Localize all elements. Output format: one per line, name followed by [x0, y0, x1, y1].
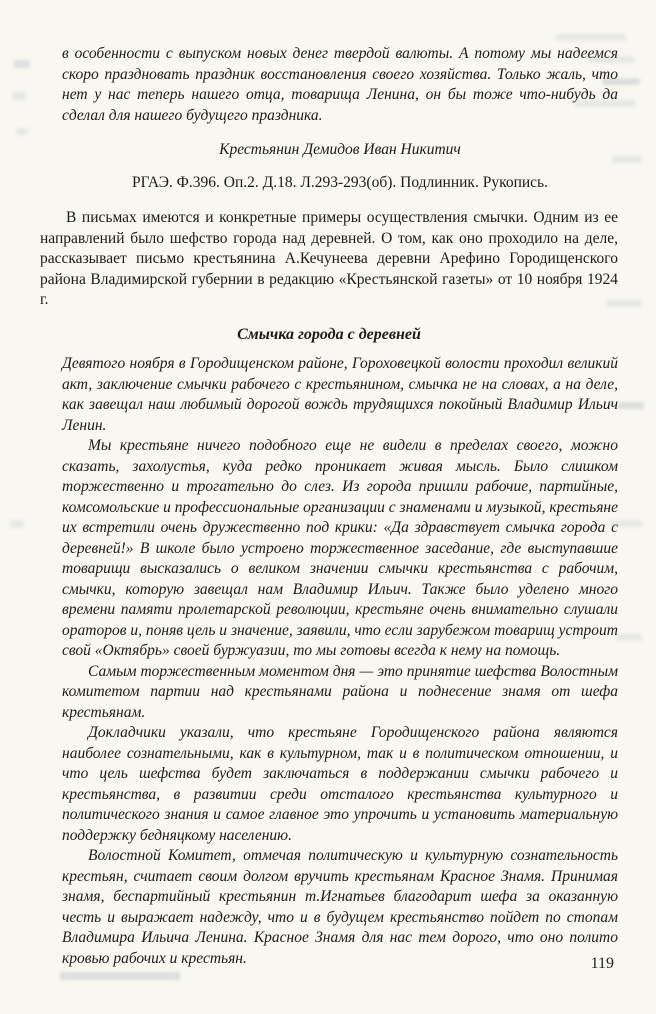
scan-artifact: [12, 92, 26, 100]
quoted-letter-block: [62, 44, 618, 193]
letter-signature: Крестьянин Демидов Иван Никитич: [219, 141, 461, 158]
letter-paragraph: Мы крестьяне ничего подобного еще не видели в пределах своего, можно сказать, захолустья, куда редко проникает живая мысль. Было слишком торжественно и трогательно до слез. Из города пришли рабочие, партийные, комсомольские и профессиональные организации с знаменами и музыкой, крестьяне их встретили очень дружественно под крики: «Да здравствует смычка города с деревней!» В школе было устроено торжественное заседание, где выступавшие товарищи высказались о великом значении смычки крестьянства с рабочим, смычки, которую завещал нам Владимир Ильич. Также было уделено много времени памяти пролетарской революции, крестьяне очень внимательно слушали ораторов и, поняв цель и значение, заявили, что если зарубежом товарищ устроит свой «Октябрь» своей буржуазии, то мы готовы всегда к нему на помощь.: [62, 437, 618, 659]
letter-title: Смычка города с деревней: [237, 325, 421, 343]
letter-excerpt: в особенности с выпуском новых денег твердой валюты. А потому мы надеемся скоро праздновать праздник восстановления своего хозяйства. Только жаль, что нет у нас теперь нашего отца, товарища Ленина, он бы тоже что-нибудь да сделал для нашего будущего праздника.: [62, 45, 618, 124]
page-number: 119: [590, 954, 614, 972]
scan-artifact: [60, 972, 180, 980]
scan-artifact: [16, 128, 28, 135]
scan-artifact: [556, 34, 626, 41]
scan-artifact: [618, 402, 644, 409]
scan-artifact: [616, 634, 642, 641]
letter-body: [62, 354, 618, 969]
letter-paragraph: Девятого ноября в Городищенском районе, Гороховецкой волости проходил великий акт, заключение смычки рабочего с крестьянином, смычка не на словах, а на деле, как завещал наш любимый дорогой вождь трудящихся покойный Владимир Ильич Ленин.: [62, 355, 618, 434]
scan-artifact: [14, 60, 30, 68]
archive-reference: РГАЭ. Ф.396. Оп.2. Д.18. Л.293-293(об). Подлинник. Рукопись.: [132, 173, 548, 191]
letter-paragraph: Докладчики указали, что крестьяне Городищенского района являются наиболее сознательными, как в культурном, так и в политическом отношении, и что цель шефства будет заключаться в поддержании смычки рабочего и крестьянства, в развитии среди отсталого крестьянства культурного и политического знания и самое главное это упрочить и установить материальную поддержку бедняцкому населению.: [62, 724, 618, 844]
scan-artifact: [10, 520, 24, 528]
commentary-paragraph: В письмах имеются и конкретные примеры осуществления смычки. Одним из ее направлений было шефство города над деревней. О том, как оно проходило на деле, рассказывает письмо крестьянина А.Кечунеева деревни Арефино Городищенского района Владимирской губернии в редакцию «Крестьянской газеты» от 10 ноября 1924 г.: [40, 209, 618, 308]
letter-paragraph: Самым торжественным моментом дня — это принятие шефства Волостным комитетом партии над крестьянами района и поднесение знамя от шефа крестьянам.: [62, 662, 618, 721]
letter-paragraph: Волостной Комитет, отмечая политическую и культурную сознательность крестьян, считает своим долгом вручить крестьянам Красное Знамя. Принимая знамя, беспартийный крестьянин т.Игнатьев благодарит шефа за оказанную честь и выражает надежду, что и в будущем крестьянство пойдет по стопам Владимира Ильича Ленина. Красное Знамя для нас тем дорого, что оно полито кровью рабочих и крестьян.: [62, 847, 618, 967]
